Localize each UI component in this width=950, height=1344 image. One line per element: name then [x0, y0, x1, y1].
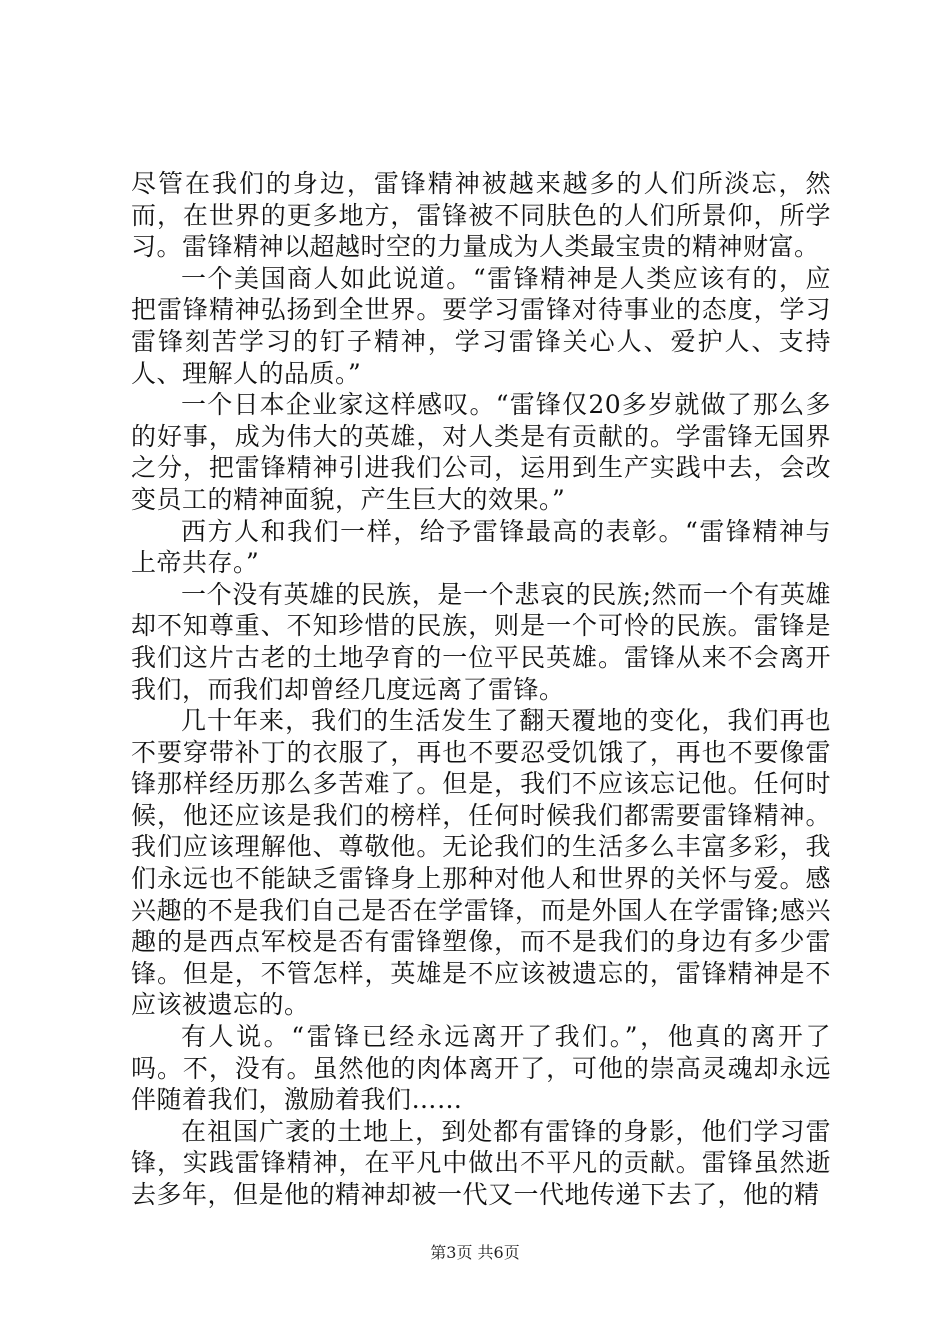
- paragraph-8: 在祖国广袤的土地上，到处都有雷锋的身影，他们学习雷锋，实践雷锋精神，在平凡中做出不平凡的贡献。雷锋虽然逝去多年，但是他的精神却被一代又一代地传递下去了，他的精: [131, 1116, 831, 1209]
- document-body: [131, 168, 831, 1211]
- paragraph-3: 一个日本企业家这样感叹。“雷锋仅20多岁就做了那么多的好事，成为伟大的英雄，对人类是有贡献的。学雷锋无国界之分，把雷锋精神引进我们公司，运用到生产实践中去，会改变员工的精神面貌，产生巨大的效果。”: [131, 390, 831, 514]
- paragraph-5: 一个没有英雄的民族，是一个悲哀的民族;然而一个有英雄却不知尊重、不知珍惜的民族，则是一个可怜的民族。雷锋是我们这片古老的土地孕育的一位平民英雄。雷锋从来不会离开我们，而我们却曾经几度远离了雷锋。: [131, 579, 831, 704]
- paragraph-7: 有人说。“雷锋已经永远离开了我们。”，他真的离开了吗。不，没有。虽然他的肉体离开了，可他的崇高灵魂却永远伴随着我们，激励着我们……: [131, 1022, 831, 1115]
- paragraph-2: 一个美国商人如此说道。“雷锋精神是人类应该有的，应把雷锋精神弘扬到全世界。要学习雷锋对待事业的态度，学习雷锋刻苦学习的钉子精神，学习雷锋关心人、爱护人、支持人、理解人的品质。”: [131, 263, 831, 388]
- paragraph-1: 尽管在我们的身边，雷锋精神被越来越多的人们所淡忘，然而，在世界的更多地方，雷锋被不同肤色的人们所景仰，所学习。雷锋精神以超越时空的力量成为人类最宝贵的精神财富。: [131, 169, 831, 262]
- paragraph-4: 西方人和我们一样，给予雷锋最高的表彰。“雷锋精神与上帝共存。”: [131, 516, 831, 578]
- page-footer: 第3页 共6页: [430, 1243, 520, 1262]
- paragraph-6: 几十年来，我们的生活发生了翻天覆地的变化，我们再也不要穿带补丁的衣服了，再也不要忍受饥饿了，再也不要像雷锋那样经历那么多苦难了。但是，我们不应该忘记他。任何时候，他还应该是我们的榜样，任何时候我们都需要雷锋精神。我们应该理解他、尊敬他。无论我们的生活多么丰富多彩，我们永远也不能缺乏雷锋身上那种对他人和世界的关怀与爱。感兴趣的不是我们自己是否在学雷锋，而是外国人在学雷锋;感兴趣的是西点军校是否有雷锋塑像，而不是我们的身边有多少雷锋。但是，不管怎样，英雄是不应该被遗忘的，雷锋精神是不应该被遗忘的。: [131, 706, 831, 1020]
